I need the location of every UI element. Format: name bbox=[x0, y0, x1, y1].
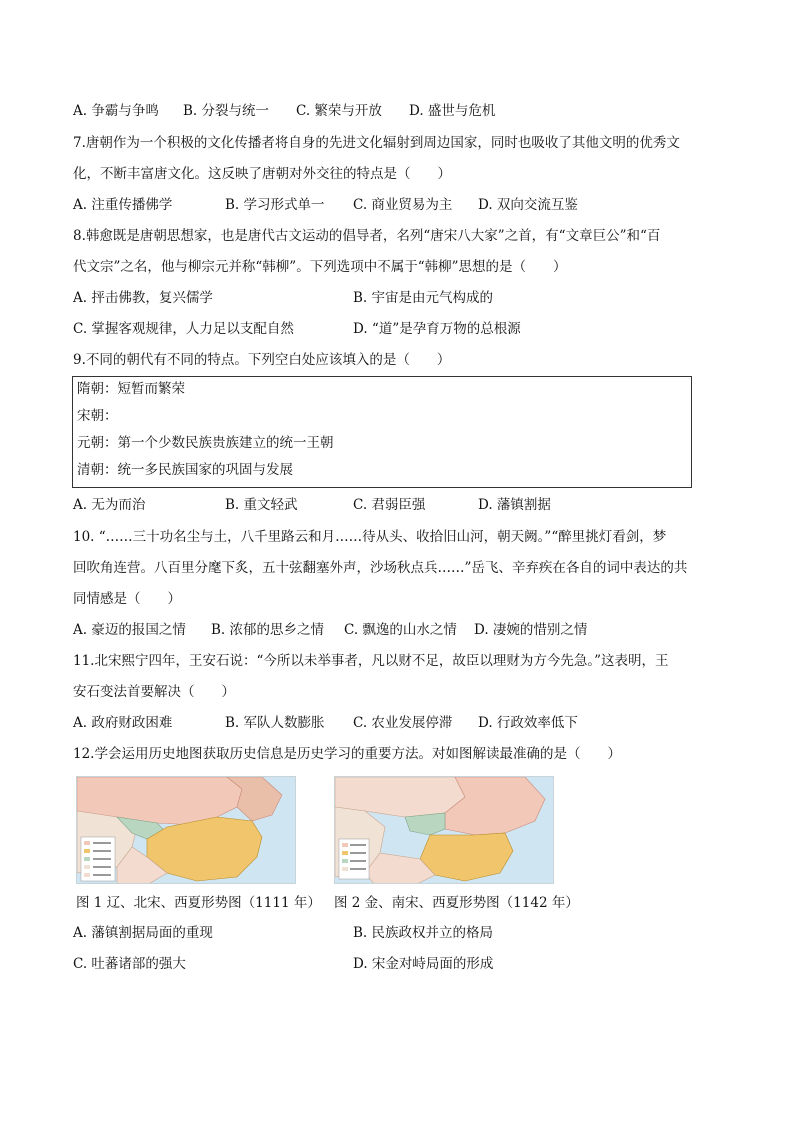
figure-1-map bbox=[76, 776, 296, 884]
q9-row-yuan: 元朝：第一个少数民族贵族建立的统一王朝 bbox=[77, 435, 334, 451]
q9-option-c: C. 君弱臣强 bbox=[353, 497, 426, 513]
q7-option-d: D. 双向交流互鉴 bbox=[478, 197, 578, 213]
q9-row-song: 宋朝： bbox=[77, 408, 118, 424]
q10-stem-line2: 回吹角连营。八百里分麾下炙，五十弦翻塞外声，沙场秋点兵……”岳飞、辛弃疾在各自的词中表达的共 bbox=[73, 560, 688, 576]
q8-option-c: C. 掌握客观规律，人力足以支配自然 bbox=[73, 321, 294, 337]
q9-row-sui: 隋朝：短暂而繁荣 bbox=[77, 381, 185, 397]
q8-stem-line2: 代文宗”之名，他与柳宗元并称“韩柳”。下列选项中不属于“韩柳”思想的是（ ） bbox=[73, 259, 567, 275]
q11-option-d: D. 行政效率低下 bbox=[478, 715, 578, 731]
q12-option-b: B. 民族政权并立的格局 bbox=[353, 925, 494, 941]
q8-option-a: A. 抨击佛教，复兴儒学 bbox=[73, 290, 213, 306]
q9-option-b: B. 重文轻武 bbox=[225, 497, 298, 513]
q12-stem: 12.学会运用历史地图获取历史信息是历史学习的重要方法。对如图解读最准确的是（ ） bbox=[73, 746, 621, 762]
q7-option-a: A. 注重传播佛学 bbox=[73, 197, 173, 213]
q7-option-b: B. 学习形式单一 bbox=[225, 197, 325, 213]
q7-stem-line1: 7.唐朝作为一个积极的文化传播者将自身的先进文化辐射到周边国家，同时也吸收了其他文明的优秀文 bbox=[73, 135, 680, 151]
q9-row-qing: 清朝：统一多民族国家的巩固与发展 bbox=[77, 462, 293, 478]
figure-2-map-graphic bbox=[335, 777, 554, 884]
q10-option-c: C. 飘逸的山水之情 bbox=[344, 622, 457, 638]
q7-option-c: C. 商业贸易为主 bbox=[353, 197, 453, 213]
q8-option-d: D. “道”是孕育万物的总根源 bbox=[353, 321, 521, 337]
figure-2-map bbox=[334, 776, 554, 884]
q10-stem-line1: 10. “……三十功名尘与土，八千里路云和月……待从头、收拾旧山河，朝天阙。”“醉里挑灯看剑，梦 bbox=[73, 529, 667, 545]
q8-stem-line1: 8.韩愈既是唐朝思想家，也是唐代古文运动的倡导者，名列“唐宋八大家”之首，有“文章巨公”和“百 bbox=[73, 228, 661, 244]
q6-option-d: D. 盛世与危机 bbox=[409, 103, 496, 119]
q10-option-d: D. 凄婉的惜别之情 bbox=[474, 622, 588, 638]
q9-stem: 9.不同的朝代有不同的特点。下列空白处应该填入的是（ ） bbox=[73, 352, 451, 368]
figure-1-map-graphic bbox=[77, 777, 296, 884]
q10-option-b: B. 浓郁的思乡之情 bbox=[211, 622, 325, 638]
figure-1-caption: 图 1 辽、北宋、西夏形势图（1111 年） bbox=[76, 895, 321, 911]
q6-option-b: B. 分裂与统一 bbox=[183, 103, 270, 119]
q12-option-c: C. 吐蕃诸部的强大 bbox=[73, 956, 186, 972]
q8-option-b: B. 宇宙是由元气构成的 bbox=[353, 290, 494, 306]
figure-2-caption: 图 2 金、南宋、西夏形势图（1142 年） bbox=[334, 895, 579, 911]
q11-option-a: A. 政府财政困难 bbox=[73, 715, 173, 731]
q6-option-a: A. 争霸与争鸣 bbox=[73, 103, 159, 119]
q12-option-d: D. 宋金对峙局面的形成 bbox=[353, 956, 494, 972]
q11-option-c: C. 农业发展停滞 bbox=[353, 715, 453, 731]
q12-option-a: A. 藩镇割据局面的重现 bbox=[73, 925, 213, 941]
q7-stem-line2: 化，不断丰富唐文化。这反映了唐朝对外交往的特点是（ ） bbox=[73, 166, 451, 182]
q9-dynasty-table bbox=[72, 376, 692, 488]
q9-option-d: D. 藩镇割据 bbox=[478, 497, 551, 513]
q11-stem-line2: 安石变法首要解决（ ） bbox=[73, 684, 235, 700]
q11-stem-line1: 11.北宋熙宁四年，王安石说：“今所以未举事者，凡以财不足，故臣以理财为方今先急。”这表明，王 bbox=[73, 653, 669, 669]
q11-option-b: B. 军队人数膨胀 bbox=[225, 715, 325, 731]
q9-option-a: A. 无为而治 bbox=[73, 497, 146, 513]
q10-stem-line3: 同情感是（ ） bbox=[73, 591, 181, 607]
q10-option-a: A. 豪迈的报国之情 bbox=[73, 622, 186, 638]
q6-option-c: C. 繁荣与开放 bbox=[296, 103, 382, 119]
